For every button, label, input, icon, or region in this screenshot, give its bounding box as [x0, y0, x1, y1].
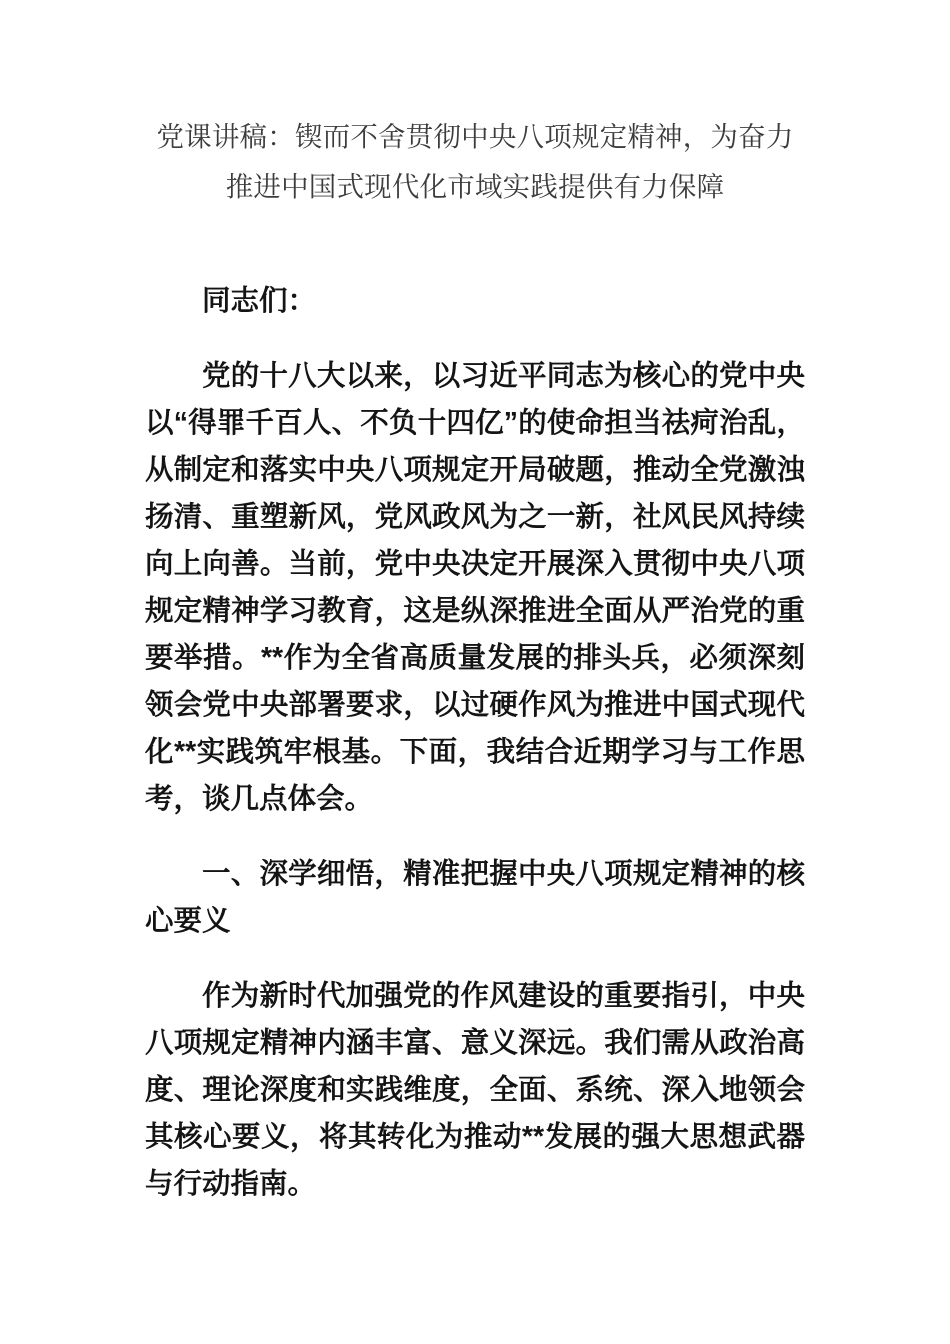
section-heading-1: 一、深学细悟，精准把握中央八项规定精神的核心要义 — [145, 858, 805, 937]
salutation: 同志们： — [202, 285, 317, 317]
document-content — [145, 0, 805, 1208]
paragraph-1: 党的十八大以来，以习近平同志为核心的党中央以“得罪千百人、不负十四亿”的使命担当祛疴治乱，从制定和落实中央八项规定开局破题，推动全党激浊扬清、重塑新风，党风政风为之一新，社风民风持续向上向善。当前，党中央决定开展深入贯彻中央八项规定精神学习教育，这是纵深推进全面从严治党的重要举措。**作为全省高质量发展的排头兵，必须深刻领会党中央部署要求，以过硬作风为推进中国式现代化**实践筑牢根基。下面，我结合近期学习与工作思考，谈几点体会。 — [145, 360, 805, 815]
paragraph-2: 作为新时代加强党的作风建设的重要指引，中央八项规定精神内涵丰富、意义深远。我们需从政治高度、理论深度和实践维度，全面、系统、深入地领会其核心要义，将其转化为推动**发展的强大思想武器与行动指南。 — [145, 980, 805, 1200]
document-title: 党课讲稿：锲而不舍贯彻中央八项规定精神，为奋力推进中国式现代化市域实践提供有力保障 — [156, 121, 794, 202]
